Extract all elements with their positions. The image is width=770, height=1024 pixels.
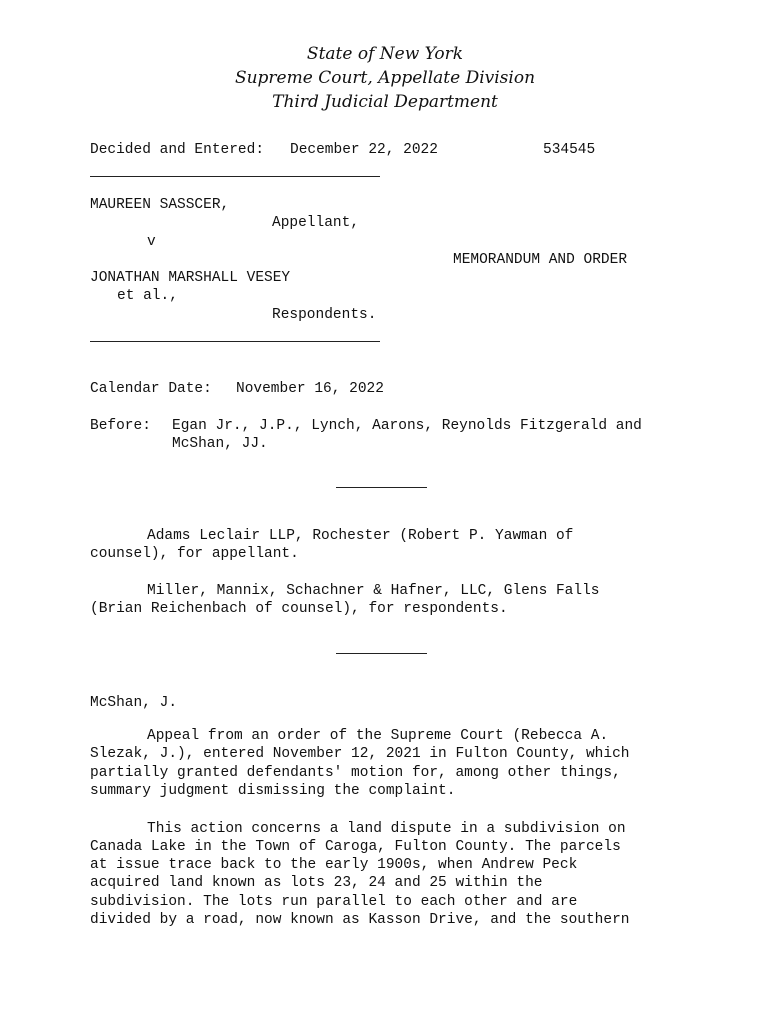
- decided-label: Decided and Entered:: [90, 142, 265, 158]
- decided-date: December 22, 2022: [290, 142, 438, 158]
- before-label: Before:: [90, 418, 151, 434]
- respondents-counsel-line2: (Brian Reichenbach of counsel), for respondents.: [90, 601, 508, 617]
- body-para2-line: subdivision. The lots run parallel to each other and are: [90, 894, 578, 910]
- body-para2-line: This action concerns a land dispute in a subdivision on: [147, 821, 626, 837]
- appellant-counsel-line1: Adams Leclair LLP, Rochester (Robert P. Yawman of: [147, 528, 574, 544]
- document-title: MEMORANDUM AND ORDER: [453, 252, 628, 268]
- section-divider-1: [336, 487, 427, 488]
- caption-bottom-rule: [90, 341, 380, 342]
- versus: v: [147, 234, 156, 250]
- body-para1-line: summary judgment dismissing the complaint.: [90, 783, 456, 799]
- docket-number: 534545: [543, 142, 596, 158]
- section-divider-2: [336, 653, 427, 654]
- body-para2-line: acquired land known as lots 23, 24 and 25 within the: [90, 875, 543, 891]
- body-para2-line: divided by a road, now known as Kasson Drive, and the southern: [90, 912, 630, 928]
- court-department: Third Judicial Department: [272, 92, 498, 112]
- plaintiff-name: MAUREEN SASSCER,: [90, 197, 230, 213]
- body-para1-line: partially granted defendants' motion for, among other things,: [90, 765, 621, 781]
- opinion-author: McShan, J.: [90, 695, 178, 711]
- before-justices-line2: McShan, JJ.: [172, 436, 268, 452]
- caption-top-rule: [90, 176, 380, 177]
- body-para2-line: at issue trace back to the early 1900s, when Andrew Peck: [90, 857, 578, 873]
- body-para1-line: Slezak, J.), entered November 12, 2021 in Fulton County, which: [90, 746, 630, 762]
- defendant-role: Respondents.: [272, 307, 377, 323]
- plaintiff-role: Appellant,: [272, 215, 360, 231]
- defendant-etal: et al.,: [117, 288, 178, 304]
- calendar-label: Calendar Date:: [90, 381, 212, 397]
- appellant-counsel-line2: counsel), for appellant.: [90, 546, 299, 562]
- defendant-name: JONATHAN MARSHALL VESEY: [90, 270, 291, 286]
- body-para1-line: Appeal from an order of the Supreme Court (Rebecca A.: [147, 728, 609, 744]
- court-name: Supreme Court, Appellate Division: [234, 68, 536, 88]
- before-justices-line1: Egan Jr., J.P., Lynch, Aarons, Reynolds Fitzgerald and: [172, 418, 642, 434]
- body-para2-line: Canada Lake in the Town of Caroga, Fulton County. The parcels: [90, 839, 621, 855]
- calendar-date: November 16, 2022: [236, 381, 384, 397]
- respondents-counsel-line1: Miller, Mannix, Schachner & Hafner, LLC, Glens Falls: [147, 583, 600, 599]
- court-state: State of New York: [306, 44, 464, 64]
